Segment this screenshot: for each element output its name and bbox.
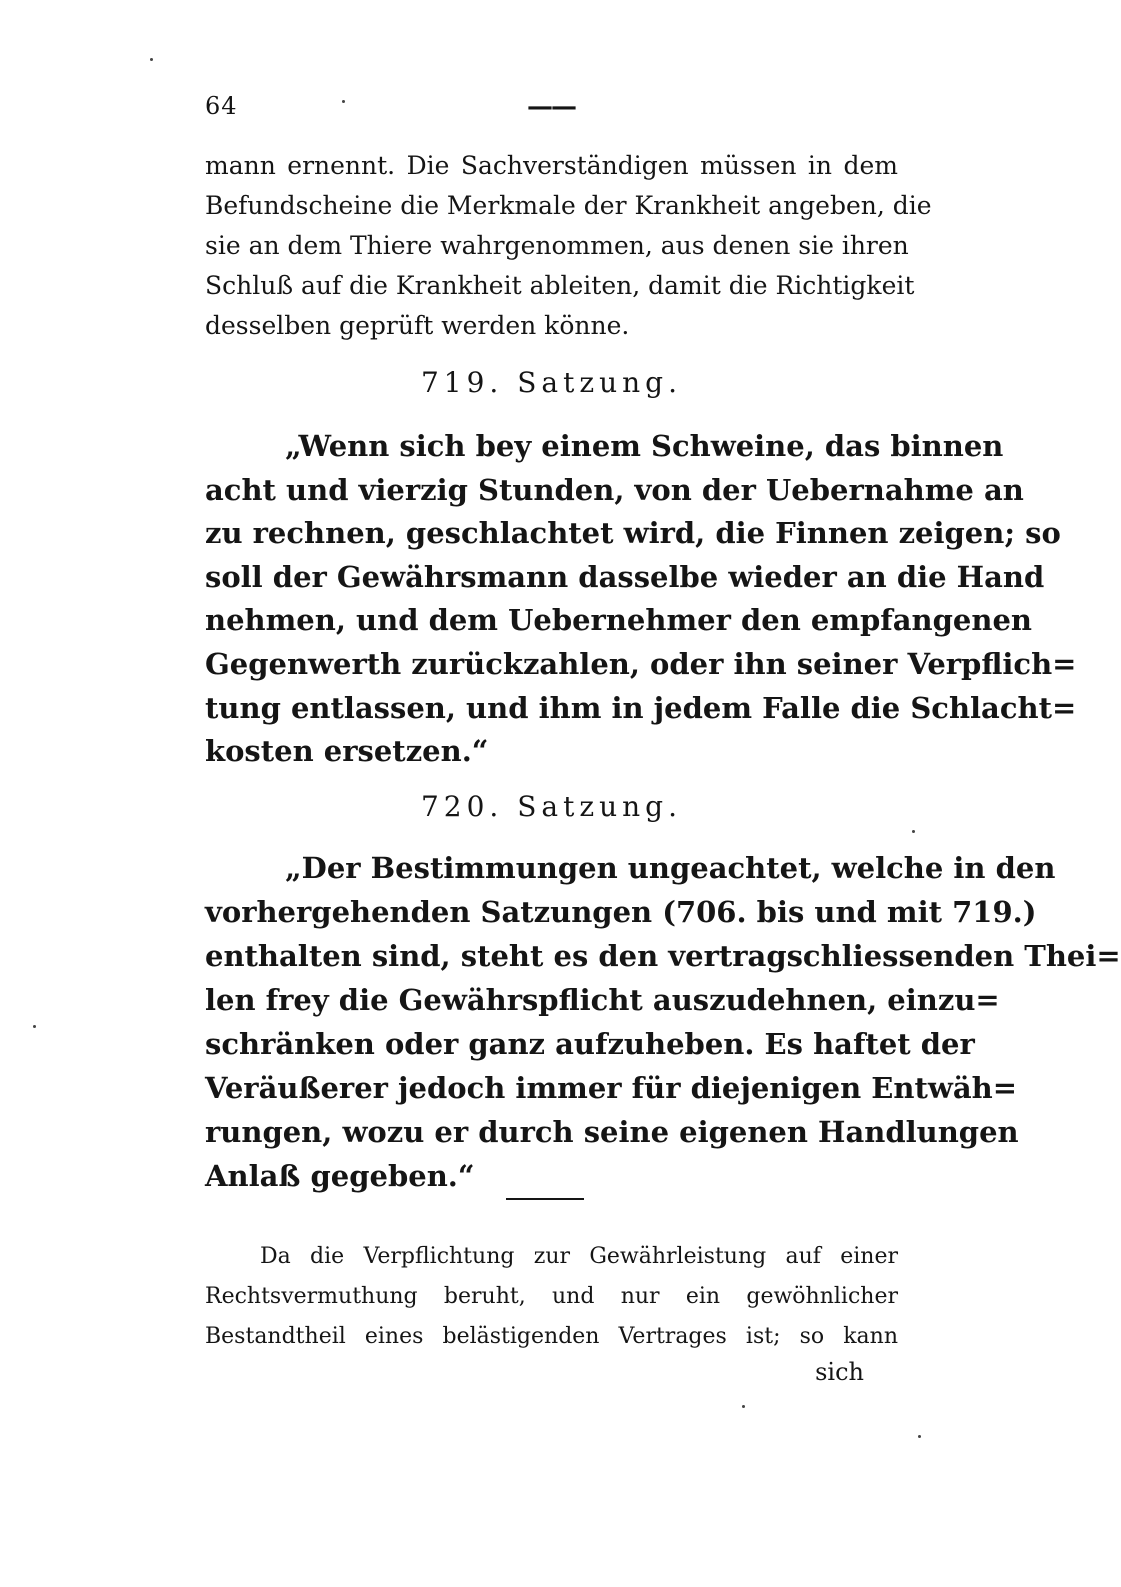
paper-speck [742, 1405, 745, 1408]
text-line: „Wenn sich bey einem Schweine, das binnen [285, 429, 1004, 463]
text-line: Rechtsvermuthung beruht, und nur ein gewöhnlicher [205, 1284, 898, 1309]
text-line: tung entlassen, und ihm in jedem Falle die Schlacht= [205, 690, 1077, 725]
text-line: rungen, wozu er durch seine eigenen Handlungen [205, 1115, 1019, 1149]
text-line: sie an dem Thiere wahrgenommen, aus denen sie ihren [205, 231, 909, 260]
header-dash: —— [527, 92, 575, 122]
text-line: Anlaß gegeben.“ [205, 1159, 475, 1193]
text-line: soll der Gewährsmann dasselbe wieder an die Hand [205, 559, 1045, 594]
text-line: len frey die Gewährspflicht auszudehnen, einzu= [205, 983, 1000, 1017]
paper-speck [342, 100, 345, 103]
text-line: kosten ersetzen.“ [205, 734, 489, 769]
text-line: Gegenwerth zurückzahlen, oder ihn seiner Verpflich= [205, 646, 1077, 681]
text-line: „Der Bestimmungen ungeachtet, welche in den [285, 851, 1056, 885]
footnote-text [205, 1237, 898, 1357]
section-heading-719: 719. Satzung. [420, 366, 682, 399]
section-720-text [205, 846, 1121, 1198]
text-line: Veräußerer jedoch immer für diejenigen Entwäh= [205, 1071, 1017, 1105]
paper-speck [912, 830, 915, 833]
section-719-text [205, 425, 1077, 774]
footnote-separator [506, 1198, 584, 1200]
catchword: sich [815, 1358, 864, 1386]
text-line: mann ernennt. Die Sachverständigen müssen in dem [205, 151, 898, 180]
text-line: Da die Verpflichtung zur Gewährleistung auf einer [260, 1244, 898, 1269]
text-line: enthalten sind, steht es den vertragschliessenden Thei= [205, 939, 1121, 973]
text-line: Befundscheine die Merkmale der Krankheit angeben, die [205, 191, 932, 220]
text-line: Bestandtheil eines belästigenden Vertrages ist; so kann [205, 1324, 898, 1349]
text-line: Schluß auf die Krankheit ableiten, damit die Richtigkeit [205, 271, 915, 300]
paper-speck [150, 58, 153, 61]
paper-speck [918, 1435, 921, 1438]
text-line: vorhergehenden Satzungen (706. bis und mit 719.) [205, 895, 1037, 929]
page-header [205, 92, 895, 128]
text-line: schränken oder ganz aufzuheben. Es haftet der [205, 1027, 975, 1061]
page-number: 64 [205, 92, 238, 120]
paper-speck [33, 1025, 36, 1028]
text-line: zu rechnen, geschlachtet wird, die Finnen zeigen; so [205, 516, 1061, 551]
text-line: acht und vierzig Stunden, von der Uebernahme an [205, 472, 1024, 507]
paragraph-continuation [205, 146, 932, 346]
text-line: nehmen, und dem Uebernehmer den empfangenen [205, 603, 1032, 638]
text-line: desselben geprüft werden könne. [205, 311, 630, 340]
section-heading-720: 720. Satzung. [420, 790, 682, 823]
